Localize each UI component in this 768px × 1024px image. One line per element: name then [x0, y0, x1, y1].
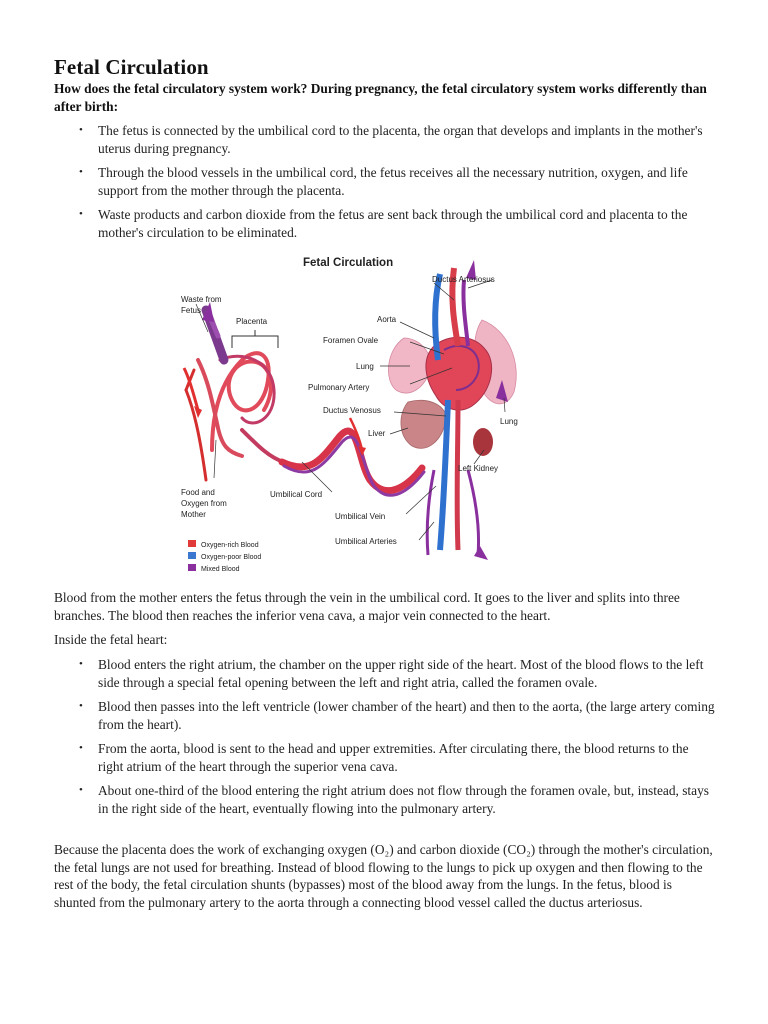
intro-bullet-list	[54, 122, 716, 248]
label-oxygen-from: Oxygen from	[181, 499, 227, 508]
diagram-legend	[188, 540, 261, 573]
legend-swatch-oxygen-poor	[188, 552, 196, 559]
page-title: Fetal Circulation	[54, 55, 209, 79]
legend-swatch-mixed	[188, 564, 196, 571]
label-foramen-ovale: Foramen Ovale	[323, 336, 379, 345]
list-item: • About one-third of the blood entering the right atrium does not flow through the foramen ovale, but, instead, stays in the right side of the heart, eventually flowing into the pulmonary artery.	[54, 782, 716, 817]
list-item: • Through the blood vessels in the umbilical cord, the fetus receives all the necessary nutrition, oxygen, and life support from the mother through the placenta.	[54, 164, 716, 199]
label-ductus-venosus: Ductus Venosus	[323, 406, 381, 415]
label-umbilical-arteries: Umbilical Arteries	[335, 537, 397, 546]
label-lung-right: Lung	[500, 417, 518, 426]
label-placenta: Placenta	[236, 317, 268, 326]
label-lung-left: Lung	[356, 362, 374, 371]
label-food-and: Food and	[181, 488, 215, 497]
label-fetus: Fetus	[181, 306, 202, 315]
label-left-kidney: Left Kidney	[458, 464, 499, 473]
label-pulmonary-artery: Pulmonary Artery	[308, 383, 370, 392]
legend-oxygen-poor: Oxygen-poor Blood	[201, 554, 262, 561]
list-item: • Waste products and carbon dioxide from the fetus are sent back through the umbilical cord and placenta to the mother's circulation to be eliminated.	[54, 206, 716, 241]
paragraph-placenta-exchange: Because the placenta does the work of exchanging oxygen (O₂) and carbon dioxide (CO₂) through the mother's circulation, the fetal lungs are not used for breathing. Instead of blood flowing to the lungs to pick up oxygen and then flowing to the rest of the body, the fetal circulation shunts (bypasses) most of the blood away from the lungs. In the fetus, blood is shunted from the pulmonary artery to the aorta through a connecting blood vessel called the ductus arteriosus.	[54, 842, 713, 910]
list-item: • Blood enters the right atrium, the chamber on the upper right side of the heart. Most of the blood flows to the left side through a special fetal opening between the left and right atria, called the foramen ovale.	[54, 656, 716, 691]
intro-question: How does the fetal circulatory system work? During pregnancy, the fetal circulatory system works differently than after birth:	[54, 81, 707, 114]
diagram-title: Fetal Circulation	[303, 257, 394, 269]
legend-mixed: Mixed Blood	[201, 566, 240, 573]
label-ductus-arteriosus: Ductus Arteriosus	[432, 275, 495, 284]
label-umbilical-vein: Umbilical Vein	[335, 512, 386, 521]
label-umbilical-cord: Umbilical Cord	[270, 490, 323, 499]
label-liver: Liver	[368, 429, 386, 438]
legend-swatch-oxygen-rich	[188, 540, 196, 547]
label-aorta: Aorta	[377, 315, 397, 324]
list-item: • Blood then passes into the left ventricle (lower chamber of the heart) and then to the aorta, (the large artery coming from the heart).	[54, 698, 716, 733]
heart-bullet-list	[54, 656, 716, 824]
list-item: • The fetus is connected by the umbilical cord to the placenta, the organ that develops and implants in the mother's uterus during pregnancy.	[54, 122, 716, 157]
paragraph-heart-heading: Inside the fetal heart:	[54, 632, 168, 647]
legend-oxygen-rich: Oxygen-rich Blood	[201, 542, 259, 549]
list-item: • From the aorta, blood is sent to the head and upper extremities. After circulating there, the blood returns to the right atrium of the heart through the superior vena cava.	[54, 740, 716, 775]
label-waste-from: Waste from	[181, 295, 222, 304]
label-mother: Mother	[181, 510, 206, 519]
fetal-circulation-diagram	[172, 250, 552, 580]
paragraph-blood-path: Blood from the mother enters the fetus through the vein in the umbilical cord. It goes to the liver and splits into three branches. The blood then reaches the inferior vena cava, a major vein connected to the heart.	[54, 590, 680, 623]
